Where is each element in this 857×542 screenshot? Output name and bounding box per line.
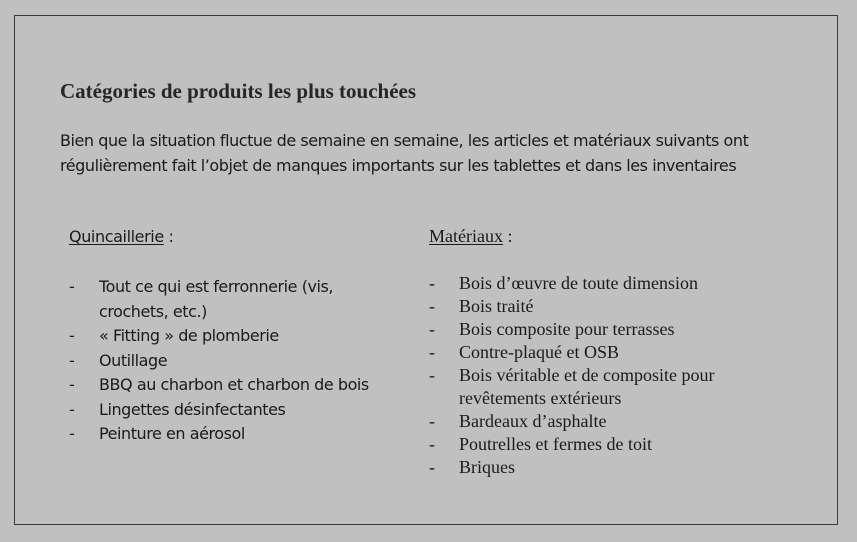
list-item-text: Peinture en aérosol — [99, 424, 245, 443]
list-item — [69, 398, 399, 423]
list-item — [429, 318, 789, 341]
bullet-dash: - — [429, 273, 435, 293]
right-heading-colon: : — [502, 226, 513, 246]
list-item-text: Bois composite pour terrasses — [459, 319, 675, 339]
bullet-dash: - — [69, 277, 75, 296]
list-item-text: Contre-plaqué et OSB — [459, 342, 619, 362]
bullet-dash: - — [429, 342, 435, 362]
list-item-text: Bois traité — [459, 296, 534, 316]
list-item-text: Poutrelles et fermes de toit — [459, 434, 652, 454]
list-item-text: Bois véritable et de composite pour revêtements extérieurs — [459, 365, 715, 408]
right-column-heading — [429, 226, 512, 247]
bullet-dash: - — [69, 326, 75, 345]
bullet-dash: - — [429, 411, 435, 431]
list-item — [69, 349, 399, 374]
list-item — [429, 433, 789, 456]
list-item-text: Outillage — [99, 350, 168, 370]
bullet-dash: - — [429, 296, 435, 316]
bullet-dash: - — [69, 424, 75, 443]
list-item — [69, 275, 399, 324]
list-item-text: BBQ au charbon et charbon de bois — [99, 375, 369, 394]
list-item-text: Tout ce qui est ferronnerie (vis, crochets, etc.) — [99, 277, 334, 321]
bullet-dash: - — [429, 319, 435, 339]
list-item — [429, 272, 789, 295]
list-item — [429, 341, 789, 364]
right-heading-label: Matériaux — [429, 226, 503, 246]
list-item — [69, 324, 399, 349]
bullet-dash: - — [69, 375, 75, 394]
intro-paragraph: Bien que la situation fluctue de semaine en semaine, les articles et matériaux suivants ont régulièrement fait l’objet de manques importants sur les tablettes et dans les inventaires — [60, 131, 749, 175]
bullet-dash: - — [429, 365, 435, 385]
list-item-text: Lingettes désinfectantes — [99, 399, 286, 419]
list-item-text: Bois d’œuvre de toute dimension — [459, 273, 698, 293]
left-heading-colon: : — [163, 227, 174, 246]
list-item-text: Bardeaux d’asphalte — [459, 411, 607, 431]
left-column-heading — [69, 227, 173, 246]
list-item — [69, 373, 399, 398]
left-heading-label: Quincaillerie — [69, 227, 164, 246]
list-item — [429, 456, 789, 479]
list-item — [429, 364, 789, 410]
list-item — [429, 410, 789, 433]
list-item — [69, 422, 399, 447]
list-item-text: « Fitting » de plomberie — [99, 326, 279, 345]
section-title: Catégories de produits les plus touchées — [60, 79, 417, 103]
list-item-text: Briques — [459, 457, 515, 477]
bullet-dash: - — [69, 399, 75, 419]
list-item — [429, 295, 789, 318]
right-column-list — [429, 272, 789, 479]
bullet-dash: - — [429, 434, 435, 454]
bullet-dash: - — [69, 350, 75, 370]
bullet-dash: - — [429, 457, 435, 477]
left-column-list — [69, 275, 399, 447]
